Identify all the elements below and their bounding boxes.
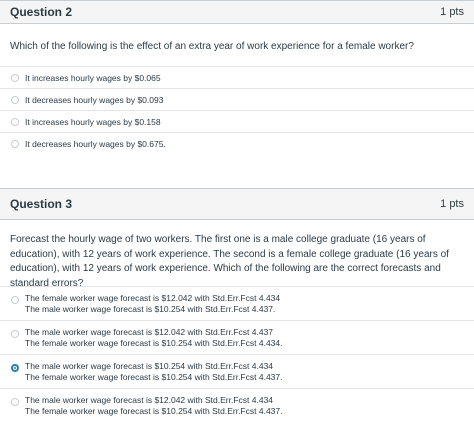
answer-line-1: The male worker wage forecast is $12.042 with Std.Err.Fcst 4.434 — [25, 395, 274, 405]
answer-label: It increases hourly wages by $0.158 — [25, 116, 161, 127]
answer-option[interactable] — [0, 388, 474, 422]
question-3-text: Forecast the hourly wage of two workers. The first one is a male college graduate (16 years of education), with 12 years of work experience. The second is a female college graduate (16 years of education), with 12 years of work experience. Which of the following are the correct forecasts and standard errors? — [10, 234, 449, 289]
radio-button[interactable] — [11, 398, 19, 406]
answer-label — [25, 293, 280, 315]
question-3-title: Question 3 — [10, 197, 73, 211]
answer-line-2: The male worker wage forecast is $10.254 with Std.Err.Fcst 4.437. — [25, 304, 276, 314]
answer-line-1: The male worker wage forecast is $12.042 with Std.Err.Fcst 4.437 — [25, 327, 274, 337]
answer-label — [25, 327, 282, 349]
answer-label — [25, 361, 282, 383]
radio-button[interactable] — [11, 74, 19, 82]
radio-button[interactable] — [11, 118, 19, 126]
question-3-header — [0, 188, 474, 220]
radio-button[interactable] — [11, 330, 19, 338]
answer-option-selected[interactable] — [0, 354, 474, 388]
answer-label: It decreases hourly wages by $0.093 — [25, 94, 164, 105]
answer-line-2: The female worker wage forecast is $10.254 with Std.Err.Fcst 4.437. — [25, 372, 283, 382]
answer-line-2: The female worker wage forecast is $10.254 with Std.Err.Fcst 4.434. — [25, 338, 283, 348]
answer-line-1: The female worker wage forecast is $12.042 with Std.Err.Fcst 4.434 — [25, 293, 281, 303]
question-3-answers — [0, 286, 474, 422]
answer-option[interactable] — [0, 66, 474, 88]
answer-label — [25, 395, 282, 417]
question-2-header — [0, 0, 474, 24]
answer-option[interactable] — [0, 320, 474, 354]
answer-option[interactable] — [0, 110, 474, 132]
question-2-points: 1 pts — [440, 6, 464, 18]
radio-button-selected[interactable] — [11, 364, 19, 372]
radio-button[interactable] — [11, 96, 19, 104]
radio-button[interactable] — [11, 140, 19, 148]
answer-option[interactable] — [0, 286, 474, 320]
answer-line-2: The female worker wage forecast is $10.254 with Std.Err.Fcst 4.437. — [25, 406, 283, 416]
answer-option[interactable] — [0, 132, 474, 154]
answer-label: It decreases hourly wages by $0.675. — [25, 138, 166, 149]
question-2-answers — [0, 66, 474, 154]
question-3-points: 1 pts — [440, 198, 464, 210]
question-2-title: Question 2 — [10, 5, 73, 19]
answer-line-1: The male worker wage forecast is $10.254 with Std.Err.Fcst 4.434 — [25, 361, 274, 371]
question-2-text: Which of the following is the effect of an extra year of work experience for a female worker? — [10, 41, 414, 52]
answer-option[interactable] — [0, 88, 474, 110]
answer-label: It increases hourly wages by $0.065 — [25, 72, 161, 83]
radio-button[interactable] — [11, 296, 19, 304]
